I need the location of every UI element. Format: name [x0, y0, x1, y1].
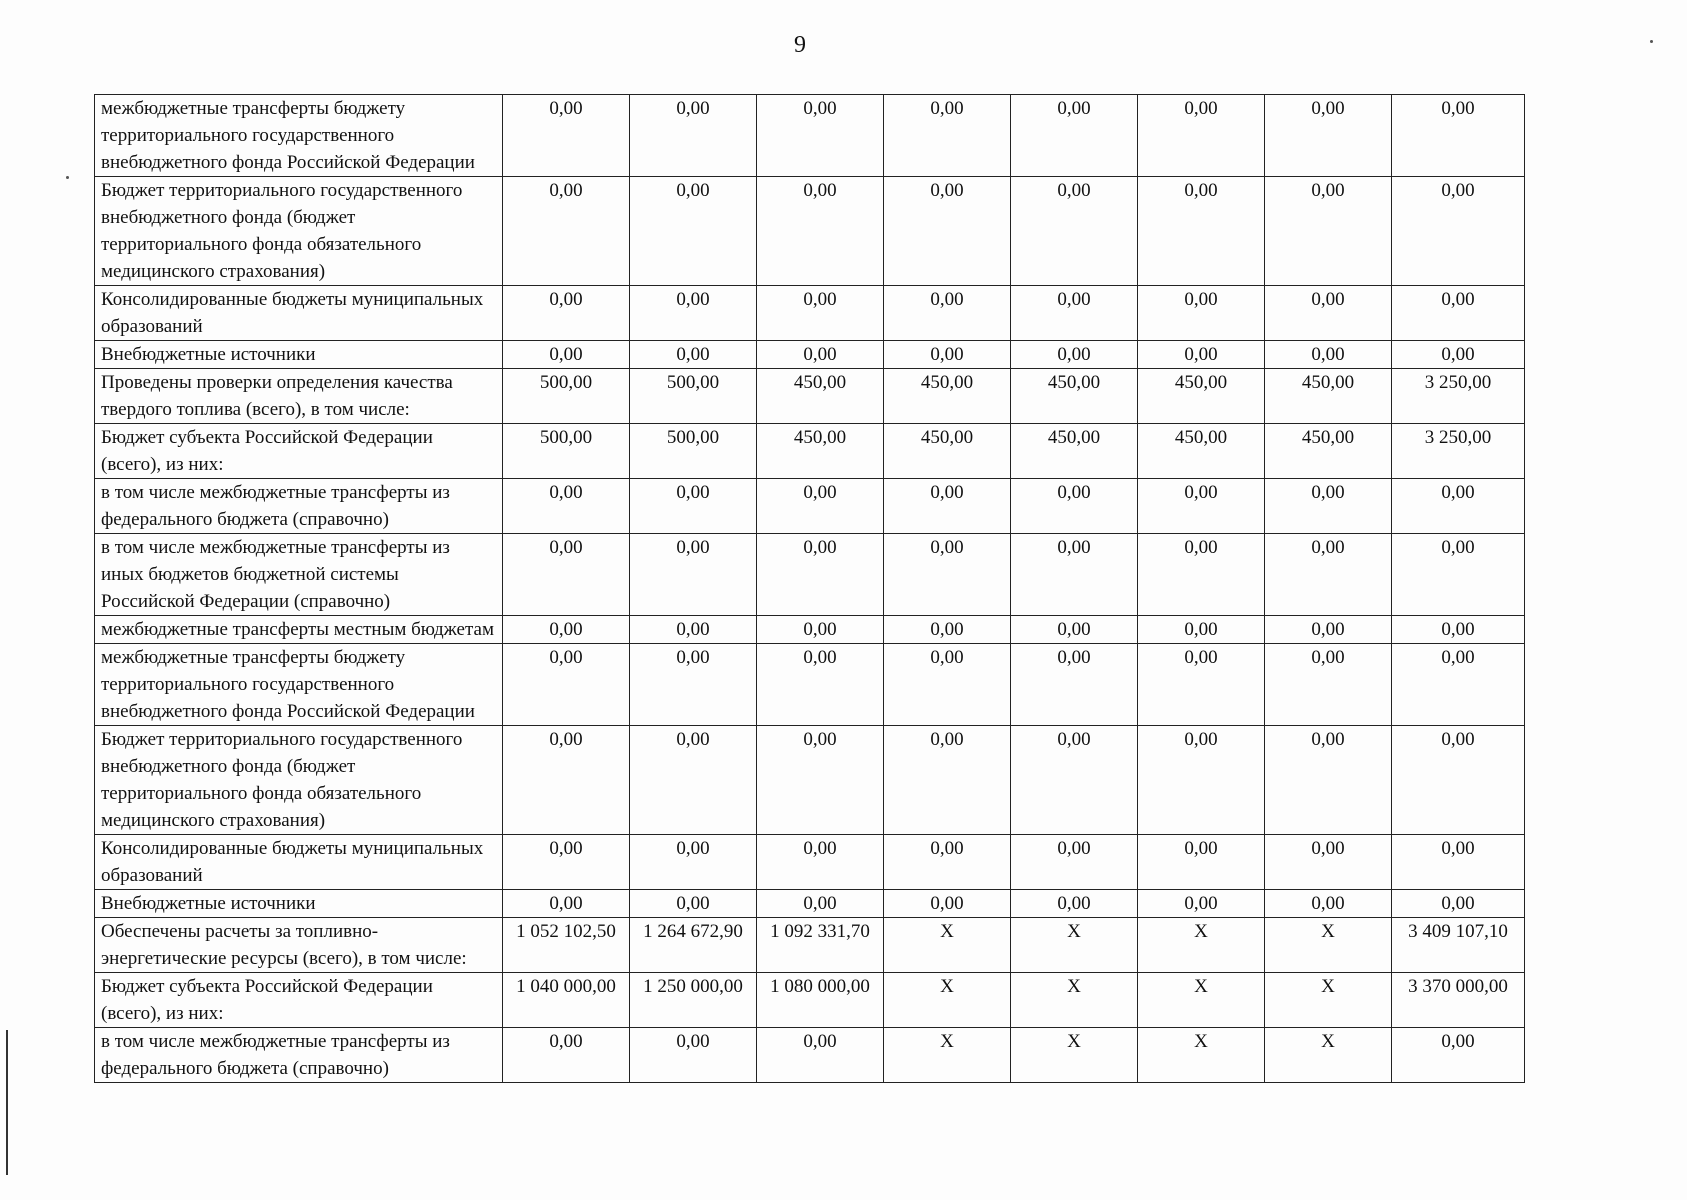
value-cell: 0,00: [884, 890, 1011, 918]
value-cell: 0,00: [1138, 726, 1265, 835]
value-cell: 0,00: [1265, 890, 1392, 918]
value-cell: 0,00: [1011, 341, 1138, 369]
row-label: в том числе межбюджетные трансферты из иных бюджетов бюджетной системы Российской Федерации (справочно): [95, 534, 503, 616]
value-cell: 0,00: [630, 95, 757, 177]
value-cell: 0,00: [630, 341, 757, 369]
table-row: [95, 479, 1525, 534]
value-cell: 0,00: [757, 479, 884, 534]
value-cell: 0,00: [630, 644, 757, 726]
value-cell: X: [884, 1028, 1011, 1083]
value-cell: X: [884, 918, 1011, 973]
value-cell: 0,00: [1392, 95, 1525, 177]
value-cell: 0,00: [1265, 644, 1392, 726]
value-cell: 0,00: [1011, 644, 1138, 726]
table-row: [95, 177, 1525, 286]
value-cell: 0,00: [1392, 341, 1525, 369]
value-cell: X: [1265, 973, 1392, 1028]
value-cell: 1 052 102,50: [503, 918, 630, 973]
value-cell: 0,00: [1011, 95, 1138, 177]
value-cell: 1 040 000,00: [503, 973, 630, 1028]
value-cell: 0,00: [757, 1028, 884, 1083]
value-cell: 0,00: [1138, 534, 1265, 616]
value-cell: X: [1138, 918, 1265, 973]
value-cell: 0,00: [1138, 890, 1265, 918]
value-cell: 1 092 331,70: [757, 918, 884, 973]
value-cell: 450,00: [757, 424, 884, 479]
value-cell: X: [1011, 973, 1138, 1028]
row-label: в том числе межбюджетные трансферты из федерального бюджета (справочно): [95, 1028, 503, 1083]
table-row: [95, 286, 1525, 341]
value-cell: 0,00: [630, 534, 757, 616]
value-cell: 450,00: [1265, 369, 1392, 424]
value-cell: 0,00: [503, 177, 630, 286]
value-cell: 450,00: [1011, 369, 1138, 424]
page-number: 9: [794, 32, 806, 58]
value-cell: 450,00: [1138, 369, 1265, 424]
row-label: Бюджет территориального государственного внебюджетного фонда (бюджет территориального фонда обязательного медицинского страхования): [95, 726, 503, 835]
value-cell: 450,00: [1265, 424, 1392, 479]
value-cell: 0,00: [1392, 177, 1525, 286]
value-cell: 450,00: [757, 369, 884, 424]
row-label: Консолидированные бюджеты муниципальных образований: [95, 286, 503, 341]
value-cell: 0,00: [1138, 479, 1265, 534]
value-cell: 0,00: [630, 1028, 757, 1083]
table-row: [95, 918, 1525, 973]
value-cell: 3 409 107,10: [1392, 918, 1525, 973]
value-cell: 0,00: [884, 616, 1011, 644]
value-cell: 0,00: [757, 644, 884, 726]
value-cell: 0,00: [757, 890, 884, 918]
table-row: [95, 424, 1525, 479]
value-cell: 0,00: [884, 534, 1011, 616]
table-row: [95, 341, 1525, 369]
value-cell: 0,00: [1138, 341, 1265, 369]
value-cell: 0,00: [1392, 726, 1525, 835]
value-cell: 0,00: [1392, 286, 1525, 341]
value-cell: 0,00: [503, 1028, 630, 1083]
value-cell: 0,00: [884, 644, 1011, 726]
value-cell: 0,00: [1011, 479, 1138, 534]
value-cell: 0,00: [1392, 534, 1525, 616]
value-cell: 0,00: [1138, 286, 1265, 341]
value-cell: 0,00: [1011, 534, 1138, 616]
value-cell: 0,00: [1265, 534, 1392, 616]
value-cell: 0,00: [503, 534, 630, 616]
value-cell: 0,00: [1392, 479, 1525, 534]
value-cell: 0,00: [1265, 726, 1392, 835]
value-cell: 0,00: [1265, 616, 1392, 644]
value-cell: 0,00: [757, 177, 884, 286]
row-label: Бюджет субъекта Российской Федерации (всего), из них:: [95, 424, 503, 479]
value-cell: 0,00: [1011, 177, 1138, 286]
value-cell: X: [884, 973, 1011, 1028]
value-cell: 0,00: [757, 341, 884, 369]
value-cell: 0,00: [884, 479, 1011, 534]
value-cell: 0,00: [630, 616, 757, 644]
value-cell: 0,00: [884, 177, 1011, 286]
value-cell: 1 264 672,90: [630, 918, 757, 973]
table-row: [95, 890, 1525, 918]
value-cell: 0,00: [757, 726, 884, 835]
value-cell: 0,00: [1138, 835, 1265, 890]
value-cell: 0,00: [884, 95, 1011, 177]
value-cell: 0,00: [503, 890, 630, 918]
value-cell: 0,00: [1265, 95, 1392, 177]
table-row: [95, 616, 1525, 644]
value-cell: 0,00: [1392, 890, 1525, 918]
table-row: [95, 534, 1525, 616]
value-cell: 0,00: [630, 479, 757, 534]
row-label: Внебюджетные источники: [95, 341, 503, 369]
value-cell: 0,00: [630, 726, 757, 835]
row-label: Бюджет субъекта Российской Федерации (всего), из них:: [95, 973, 503, 1028]
table-row: [95, 726, 1525, 835]
value-cell: 450,00: [884, 424, 1011, 479]
value-cell: X: [1138, 1028, 1265, 1083]
value-cell: 0,00: [757, 835, 884, 890]
value-cell: 1 080 000,00: [757, 973, 884, 1028]
value-cell: X: [1011, 918, 1138, 973]
value-cell: 0,00: [630, 177, 757, 286]
table-row: [95, 369, 1525, 424]
value-cell: 0,00: [1392, 644, 1525, 726]
table-body: [95, 95, 1525, 1083]
value-cell: 0,00: [1392, 835, 1525, 890]
value-cell: X: [1265, 1028, 1392, 1083]
value-cell: 450,00: [884, 369, 1011, 424]
value-cell: X: [1138, 973, 1265, 1028]
row-label: Бюджет территориального государственного внебюджетного фонда (бюджет территориального фонда обязательного медицинского страхования): [95, 177, 503, 286]
table-row: [95, 1028, 1525, 1083]
value-cell: 500,00: [503, 369, 630, 424]
value-cell: 0,00: [1392, 616, 1525, 644]
value-cell: 0,00: [503, 341, 630, 369]
value-cell: 0,00: [884, 835, 1011, 890]
table-row: [95, 644, 1525, 726]
value-cell: 0,00: [884, 341, 1011, 369]
value-cell: X: [1265, 918, 1392, 973]
value-cell: 0,00: [503, 644, 630, 726]
value-cell: 0,00: [757, 286, 884, 341]
scan-speck: [1650, 40, 1653, 43]
value-cell: 0,00: [757, 616, 884, 644]
value-cell: 3 250,00: [1392, 424, 1525, 479]
value-cell: 0,00: [503, 726, 630, 835]
value-cell: 0,00: [1138, 616, 1265, 644]
value-cell: 0,00: [503, 835, 630, 890]
value-cell: 0,00: [757, 95, 884, 177]
value-cell: 3 250,00: [1392, 369, 1525, 424]
row-label: Внебюджетные источники: [95, 890, 503, 918]
value-cell: 0,00: [1265, 286, 1392, 341]
value-cell: 0,00: [1011, 726, 1138, 835]
value-cell: 450,00: [1138, 424, 1265, 479]
value-cell: 0,00: [1138, 95, 1265, 177]
row-label: межбюджетные трансферты местным бюджетам: [95, 616, 503, 644]
budget-table: [94, 94, 1525, 1083]
value-cell: 0,00: [503, 286, 630, 341]
value-cell: 0,00: [1392, 1028, 1525, 1083]
row-label: Обеспечены расчеты за топливно-энергетические ресурсы (всего), в том числе:: [95, 918, 503, 973]
value-cell: 0,00: [1138, 177, 1265, 286]
value-cell: 0,00: [1011, 890, 1138, 918]
value-cell: 0,00: [1265, 177, 1392, 286]
value-cell: 0,00: [503, 616, 630, 644]
scan-speck: [66, 176, 69, 179]
value-cell: 500,00: [630, 369, 757, 424]
row-label: Консолидированные бюджеты муниципальных образований: [95, 835, 503, 890]
value-cell: 500,00: [630, 424, 757, 479]
value-cell: 3 370 000,00: [1392, 973, 1525, 1028]
value-cell: 0,00: [884, 726, 1011, 835]
value-cell: 0,00: [1011, 835, 1138, 890]
row-label: межбюджетные трансферты бюджету территориального государственного внебюджетного фонда Российской Федерации: [95, 644, 503, 726]
value-cell: X: [1011, 1028, 1138, 1083]
row-label: межбюджетные трансферты бюджету территориального государственного внебюджетного фонда Российской Федерации: [95, 95, 503, 177]
value-cell: 0,00: [630, 835, 757, 890]
value-cell: 0,00: [1138, 644, 1265, 726]
value-cell: 0,00: [630, 890, 757, 918]
value-cell: 500,00: [503, 424, 630, 479]
row-label: в том числе межбюджетные трансферты из федерального бюджета (справочно): [95, 479, 503, 534]
row-label: Проведены проверки определения качества твердого топлива (всего), в том числе:: [95, 369, 503, 424]
table-row: [95, 95, 1525, 177]
value-cell: 1 250 000,00: [630, 973, 757, 1028]
value-cell: 450,00: [1011, 424, 1138, 479]
value-cell: 0,00: [1011, 616, 1138, 644]
value-cell: 0,00: [884, 286, 1011, 341]
value-cell: 0,00: [1265, 835, 1392, 890]
value-cell: 0,00: [630, 286, 757, 341]
scan-margin-line: [6, 1030, 8, 1175]
value-cell: 0,00: [1265, 341, 1392, 369]
value-cell: 0,00: [503, 479, 630, 534]
value-cell: 0,00: [503, 95, 630, 177]
value-cell: 0,00: [1011, 286, 1138, 341]
value-cell: 0,00: [1265, 479, 1392, 534]
value-cell: 0,00: [757, 534, 884, 616]
table-row: [95, 835, 1525, 890]
table-row: [95, 973, 1525, 1028]
